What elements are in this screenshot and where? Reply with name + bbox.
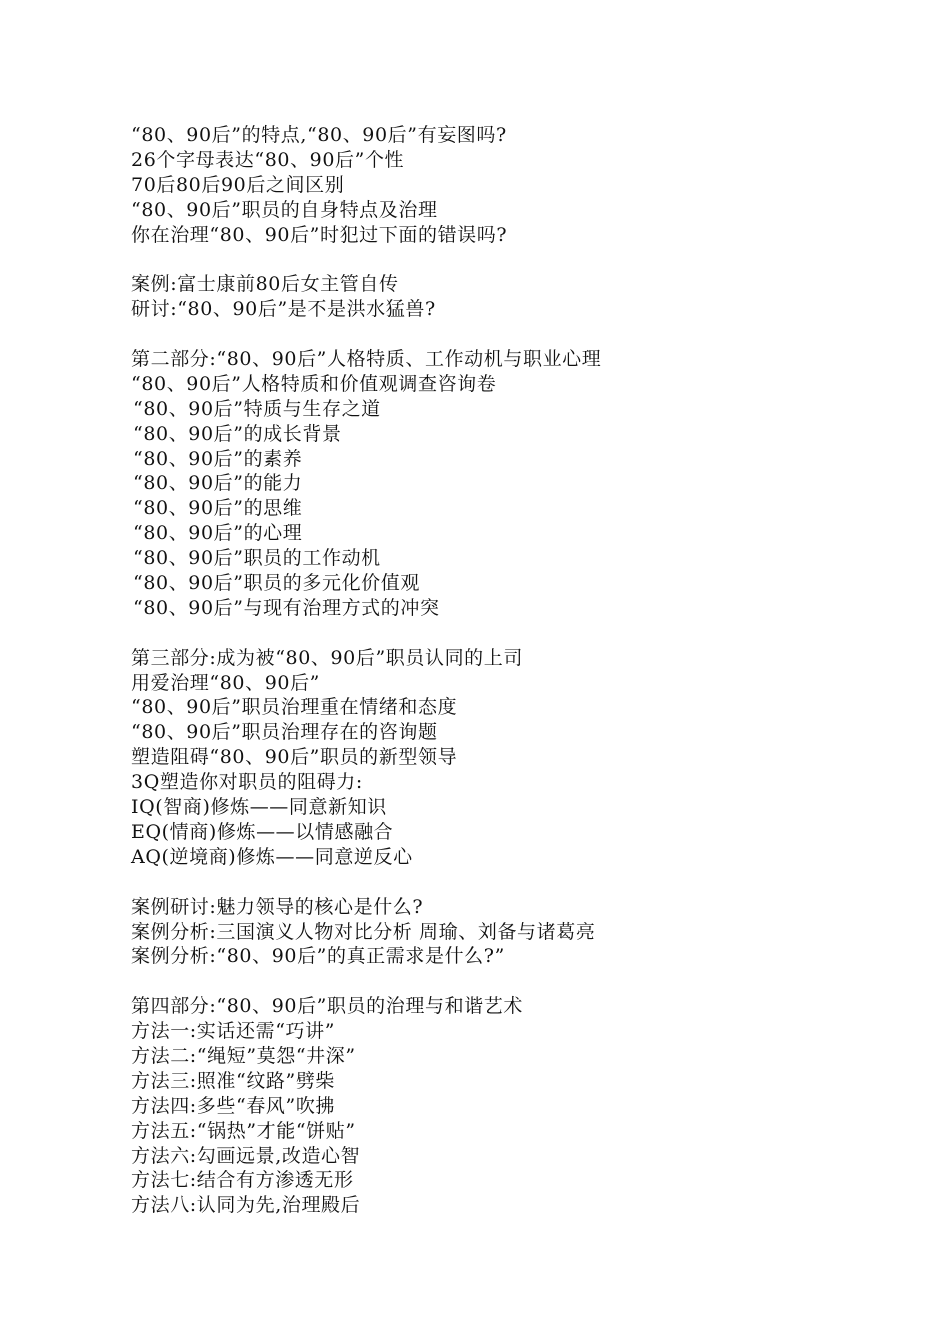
document-body	[131, 123, 851, 1218]
method-item: 方法四:多些“春风”吹拂	[131, 1094, 336, 1117]
text-line: “80、90后”职员治理存在的咨询题	[131, 721, 438, 744]
method-item: 方法一:实话还需“巧讲”	[131, 1020, 336, 1043]
text-line: 案例:富士康前80后女主管自传	[131, 273, 399, 296]
text-line: “80、90后”与现有治理方式的冲突	[133, 596, 440, 619]
text-line: EQ(情商)修炼——以情感融合	[131, 820, 394, 843]
text-line: 你在治理“80、90后”时犯过下面的错误吗?	[131, 223, 508, 246]
text-line: “80、90后”职员治理重在情绪和态度	[131, 696, 458, 719]
text-line: 研讨:“80、90后”是不是洪水猛兽?	[131, 298, 436, 321]
text-line: “80、90后”的思维	[133, 497, 303, 520]
text-line: 案例研讨:魅力领导的核心是什么?	[131, 895, 424, 918]
paragraph-gap	[131, 870, 851, 895]
paragraph-gap	[131, 322, 851, 347]
section-heading: 第二部分:“80、90后”人格特质、工作动机与职业心理	[131, 348, 602, 371]
text-line: IQ(智商)修炼——同意新知识	[131, 796, 387, 819]
paragraph-gap	[131, 969, 851, 994]
text-line: “80、90后”特质与生存之道	[133, 397, 381, 420]
text-line: “80、90后”的心理	[133, 522, 303, 545]
method-item: 方法八:认同为先,治理殿后	[131, 1194, 361, 1217]
text-line: “80、90后”的特点,“80、90后”有妄图吗?	[131, 124, 507, 146]
text-line: 3Q塑造你对职员的阻碍力:	[131, 771, 363, 794]
text-line: 26个字母表达“80、90后”个性	[131, 148, 405, 171]
text-line: 案例分析:三国演义人物对比分析 周瑜、刘备与诸葛亮	[131, 920, 596, 943]
text-line: “80、90后”的成长背景	[133, 422, 342, 445]
text-line: 案例分析:“80、90后”的真正需求是什么?”	[131, 945, 505, 968]
case-section-2	[131, 895, 851, 970]
method-item: 方法五:“锅热”才能“饼贴”	[131, 1119, 356, 1142]
paragraph-gap	[131, 247, 851, 272]
text-line: “80、90后”职员的自身特点及治理	[131, 198, 438, 221]
text-line: 塑造阻碍“80、90后”职员的新型领导	[131, 746, 458, 769]
text-line: “80、90后”职员的工作动机	[133, 547, 381, 570]
text-line: “80、90后”职员的多元化价值观	[133, 572, 420, 595]
part-four-section	[131, 994, 851, 1218]
text-line: AQ(逆境商)修炼——同意逆反心	[131, 845, 413, 868]
text-line: “80、90后”人格特质和价值观调查咨询卷	[131, 372, 497, 395]
method-item: 方法六:勾画远景,改造心智	[131, 1144, 361, 1167]
section-heading: 第三部分:成为被“80、90后”职员认同的上司	[131, 646, 523, 669]
text-line: 70后80后90后之间区别	[131, 173, 345, 196]
part-two-section	[131, 347, 851, 621]
case-section-1	[131, 272, 851, 322]
text-line: “80、90后”的能力	[133, 472, 303, 495]
method-item: 方法三:照准“纹路”劈柴	[131, 1069, 336, 1092]
text-line: “80、90后”的素养	[133, 447, 303, 470]
intro-section	[131, 123, 851, 247]
method-item: 方法二:“绳短”莫怨“井深”	[131, 1044, 356, 1067]
part-three-section	[131, 646, 851, 870]
section-heading: 第四部分:“80、90后”职员的治理与和谐艺术	[131, 995, 523, 1018]
method-item: 方法七:结合有方渗透无形	[131, 1169, 354, 1192]
text-line: 用爱治理“80、90后”	[131, 671, 320, 694]
paragraph-gap	[131, 621, 851, 646]
